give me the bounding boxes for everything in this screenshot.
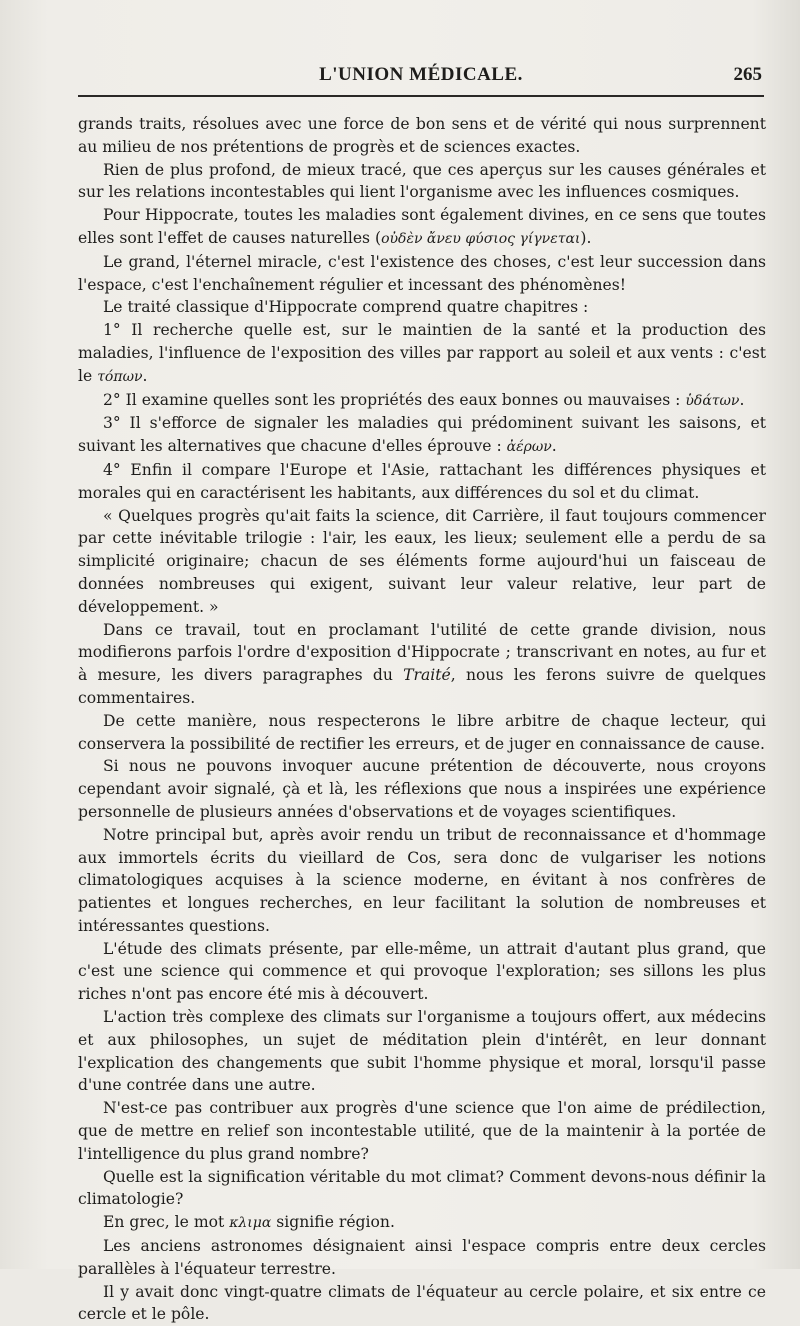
text-run: .: [142, 366, 148, 385]
text-run: Dans ce travail, tout en proclamant l'utilité de cette grande division, nous modifierons parfois l'ordre d'exposition d'Hippocrate ; transcrivant en notes, au fur et à mesure, les divers paragraphes du: [78, 620, 766, 685]
text-run: En grec, le mot: [102, 1213, 230, 1232]
paragraph: [78, 412, 766, 459]
text-run: Pour Hippocrate, toutes les maladies sont également divines, en ce sens que toutes elles sont l'effet de causes naturelles (: [78, 206, 766, 247]
paragraph: [78, 296, 766, 319]
greek-term: ἀέρων: [506, 439, 552, 456]
text-run: De cette manière, nous respecterons le libre arbitre de chaque lecteur, qui conservera la possibilité de rectifier les erreurs, et de juger en connaissance de cause.: [78, 711, 766, 753]
paragraph: [78, 159, 766, 205]
paragraph: [78, 505, 766, 619]
greek-term: ὑδάτων: [685, 392, 740, 409]
text-run: .: [551, 437, 557, 456]
body-text: [78, 113, 766, 1326]
paragraph: [78, 319, 766, 388]
text-run: signifie région.: [271, 1213, 395, 1232]
greek-term: οὐδὲν ἄνευ φύσιος γίγνεται: [381, 230, 581, 247]
text-run: « Quelques progrès qu'ait faits la science, dit Carrière, il faut toujours commencer par cette inévitable trilogie : l'air, les eaux, les lieux; seulement elle a perdu de sa simplicité originaire; chacun de ses éléments forme aujourd'hui un faisceau de données nombreuses qui exigent, suivant leur valeur relative, leur part de développement. »: [78, 506, 766, 616]
italic-term: Traité: [403, 666, 451, 685]
text-run: Les anciens astronomes désignaient ainsi l'espace compris entre deux cercles parallèles à l'équateur terrestre.: [78, 1237, 766, 1278]
greek-term: κλιμα: [229, 1215, 272, 1232]
text-run: 2° Il examine quelles sont les propriétés des eaux bonnes ou mauvaises :: [102, 390, 686, 409]
paragraph: [78, 755, 766, 823]
paragraph: [78, 1281, 766, 1326]
header-rule: [78, 95, 764, 97]
text-run: 4° Enfin il compare l'Europe et l'Asie, rattachant les différences physiques et morales qui en caractérisent les habitants, aux différences du sol et du climat.: [78, 460, 766, 502]
paragraph: [78, 1211, 766, 1235]
paragraph: [78, 824, 766, 938]
paragraph: [78, 1006, 766, 1097]
text-run: Quelle est la signification véritable du mot climat? Comment devons-nous définir la climatologie?: [78, 1167, 766, 1209]
text-run: Notre principal but, après avoir rendu un tribut de reconnaissance et d'hommage aux immortels écrits du vieillard de Cos, sera donc de vulgariser les notions climatologiques acquises à la science moderne, en évitant à nos confrères de patientes et longues recherches, en leur facilitant la solution de nombreuses et intéressantes questions.: [78, 825, 766, 935]
paragraph: [78, 938, 766, 1006]
page-header: [78, 62, 764, 98]
running-title: L'UNION MÉDICALE.: [319, 64, 523, 85]
paragraph: [78, 113, 766, 159]
paragraph: [78, 1166, 766, 1212]
greek-term: τόπων: [97, 368, 143, 385]
text-run: N'est-ce pas contribuer aux progrès d'une science que l'on aime de prédilection, que de mettre en relief son incontestable utilité, que de la maintenir à la portée de l'intelligence du plus grand nombre?: [78, 1099, 766, 1163]
paragraph: [78, 251, 766, 297]
paragraph: [78, 459, 766, 505]
page-number: 265: [733, 64, 762, 85]
text-run: Il y avait donc vingt-quatre climats de l'équateur au cercle polaire, et six entre ce cercle et le pôle.: [78, 1282, 766, 1324]
text-run: Le grand, l'éternel miracle, c'est l'existence des choses, c'est leur succession dans l'espace, c'est l'enchaînement régulier et incessant des phénomènes!: [78, 252, 766, 294]
text-run: Rien de plus profond, de mieux tracé, que ces aperçus sur les causes générales et sur les relations incontestables qui lient l'organisme avec les influences cosmiques.: [78, 160, 766, 202]
paragraph: [78, 619, 766, 710]
text-run: Si nous ne pouvons invoquer aucune prétention de découverte, nous croyons cependant avoir signalé, çà et là, les réflexions que nous a inspirées une expérience personnelle de plusieurs années d'observations et de voyages scientifiques.: [78, 757, 766, 821]
paragraph: [78, 1235, 766, 1281]
text-run: 1° Il recherche quelle est, sur le maintien de la santé et la production des maladies, l'influence de l'exposition des villes par rapport au soleil et aux vents : c'est le: [78, 321, 766, 385]
text-run: L'étude des climats présente, par elle-même, un attrait d'autant plus grand, que c'est une science qui commence et qui provoque l'exploration; ses sillons les plus riches n'ont pas encore été mis à découvert.: [78, 939, 766, 1004]
text-run: L'action très complexe des climats sur l'organisme a toujours offert, aux médecins et aux philosophes, un sujet de méditation plein d'intérêt, en leur donnant l'explication des changements que subit l'homme physique et moral, lorsqu'il passe d'une contrée dans une autre.: [78, 1008, 766, 1095]
paragraph: [78, 710, 766, 756]
text-run: 3° Il s'efforce de signaler les maladies qui prédominent suivant les saisons, et suivant les alternatives que chacune d'elles éprouve :: [78, 414, 766, 456]
text-run: , nous les ferons suivre de quelques commentaires.: [78, 666, 766, 707]
text-run: grands traits, résolues avec une force de bon sens et de vérité qui nous surprennent au milieu de nos prétentions de progrès et de sciences exactes.: [78, 115, 766, 156]
text-run: .: [739, 390, 745, 409]
text-run: ).: [580, 228, 592, 247]
text-run: Le traité classique d'Hippocrate comprend quatre chapitres :: [102, 298, 589, 317]
paragraph: [78, 204, 766, 251]
paragraph: [78, 1097, 766, 1165]
paragraph: [78, 389, 766, 413]
